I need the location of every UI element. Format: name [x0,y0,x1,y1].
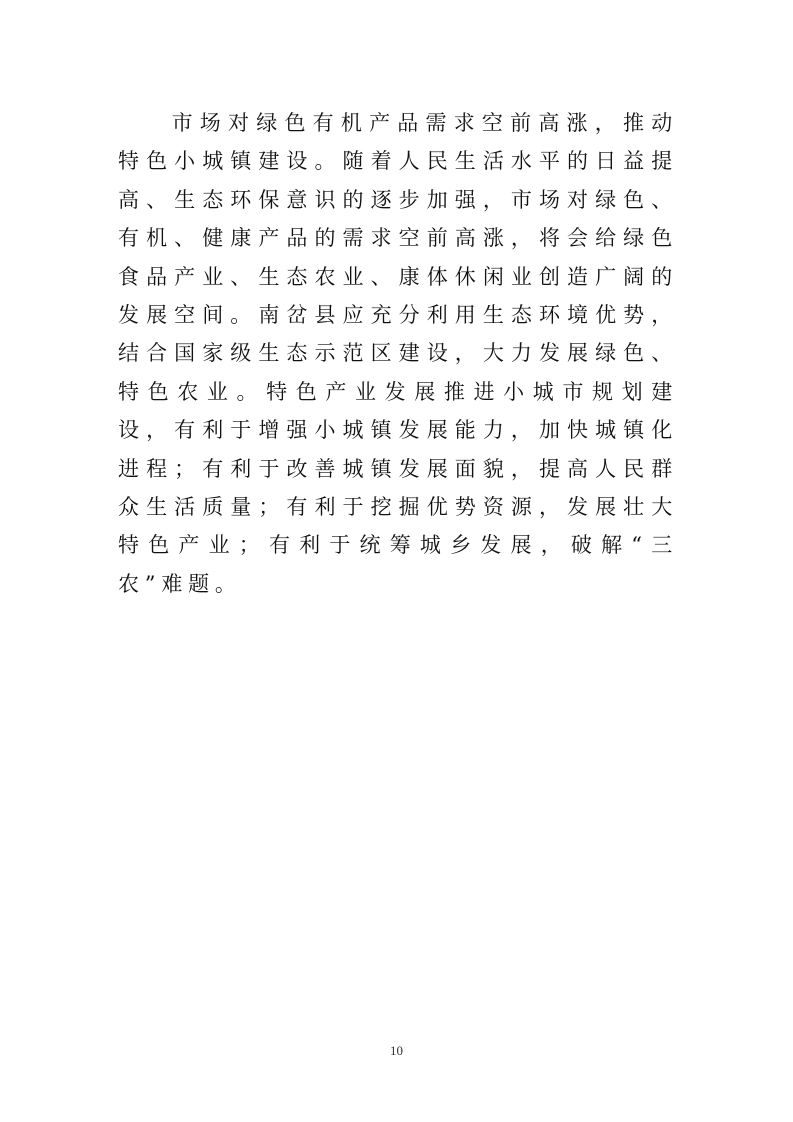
page-number: 10 [390,1043,403,1058]
body-paragraph: 市场对绿色有机产品需求空前高涨，推动特色小城镇建设。随着人民生活水平的日益提高、生态环保意识的逐步加强，市场对绿色、有机、健康产品的需求空前高涨，将会给绿色食品产业、生态农业、康体休闲业创造广阔的发展空间。南岔县应充分利用生态环境优势，结合国家级生态示范区建设，大力发展绿色、特色农业。特色产业发展推进小城市规划建设，有利于增强小城镇发展能力，加快城镇化进程；有利于改善城镇发展面貌，提高人民群众生活质量；有利于挖掘优势资源，发展壮大特色产业；有利于统筹城乡发展，破解“三农”难题。 [118,111,678,596]
